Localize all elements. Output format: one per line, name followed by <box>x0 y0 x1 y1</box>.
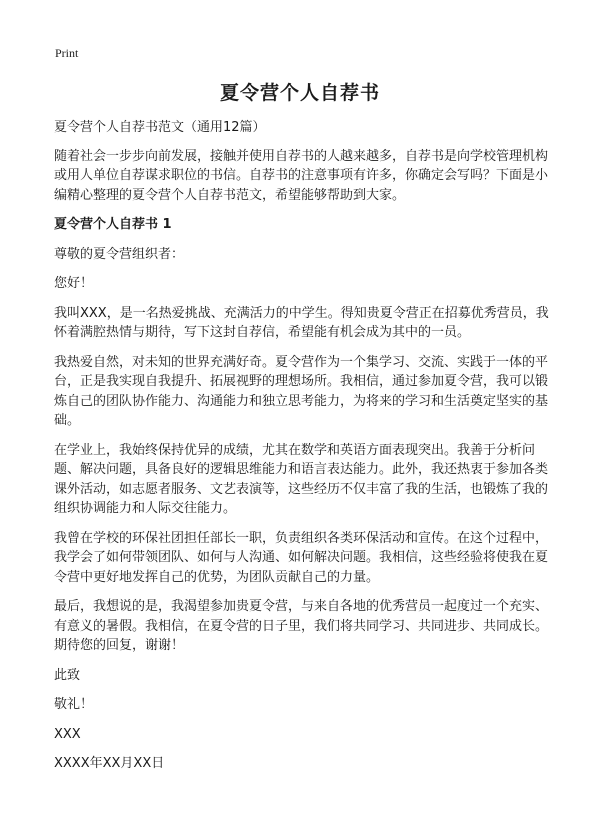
document-title: 夏令营个人自荐书 <box>219 82 380 104</box>
body-paragraph: 在学业上，我始终保持优异的成绩，尤其在数学和英语方面表现突出。我善于分析问题、解决问题，具备良好的逻辑思维能力和语言表达能力。此外，我还热衷于参加各类课外活动，如志愿者服务、文艺表演等，这些经历不仅丰富了我的生活，也锻炼了我的组织协调能力和人际交往能力。 <box>54 442 549 516</box>
greeting: 您好！ <box>54 276 94 291</box>
signature: XXX <box>54 726 81 742</box>
date: XXXX年XX月XX日 <box>54 756 165 771</box>
salutation: 尊敬的夏令营组织者： <box>54 246 185 262</box>
section-heading: 夏令营个人自荐书 1 <box>54 217 172 232</box>
document-body <box>54 118 550 784</box>
print-link[interactable]: Print <box>55 46 79 60</box>
document-subtitle: 夏令营个人自荐书范文（通用12篇） <box>54 120 266 135</box>
body-paragraph: 我叫XXX，是一名热爱挑战、充满活力的中学生。得知贵夏令营正在招募优秀营员，我怀着满腔热情与期待，写下这封自荐信，希望能有机会成为其中的一员。 <box>54 305 549 340</box>
closing-salute: 敬礼！ <box>54 697 94 712</box>
body-paragraph: 我热爱自然，对未知的世界充满好奇。夏令营作为一个集学习、交流、实践于一体的平台，正是我实现自我提升、拓展视野的理想场所。我相信，通过参加夏令营，我可以锻炼自己的团队协作能力、沟通能力和独立思考能力，为将来的学习和生活奠定坚实的基础。 <box>54 354 549 428</box>
closing-line: 此致 <box>54 667 81 683</box>
body-paragraph: 最后，我想说的是，我渴望参加贵夏令营，与来自各地的优秀营员一起度过一个充实、有意义的暑假。我相信，在夏令营的日子里，我们将共同学习、共同进步、共同成长。期待您的回复，谢谢！ <box>54 599 549 653</box>
intro-paragraph: 随着社会一步步向前发展，接触并使用自荐书的人越来越多，自荐书是向学校管理机构或用人单位自荐谋求职位的书信。自荐书的注意事项有许多，你确定会写吗？下面是小编精心整理的夏令营个人自荐书范文，希望能够帮助到大家。 <box>54 148 549 203</box>
body-paragraph: 我曾在学校的环保社团担任部长一职，负责组织各类环保活动和宣传。在这个过程中，我学会了如何带领团队、如何与人沟通、如何解决问题。我相信，这些经验将使我在夏令营中更好地发挥自己的优势，为团队贡献自己的力量。 <box>54 530 549 585</box>
